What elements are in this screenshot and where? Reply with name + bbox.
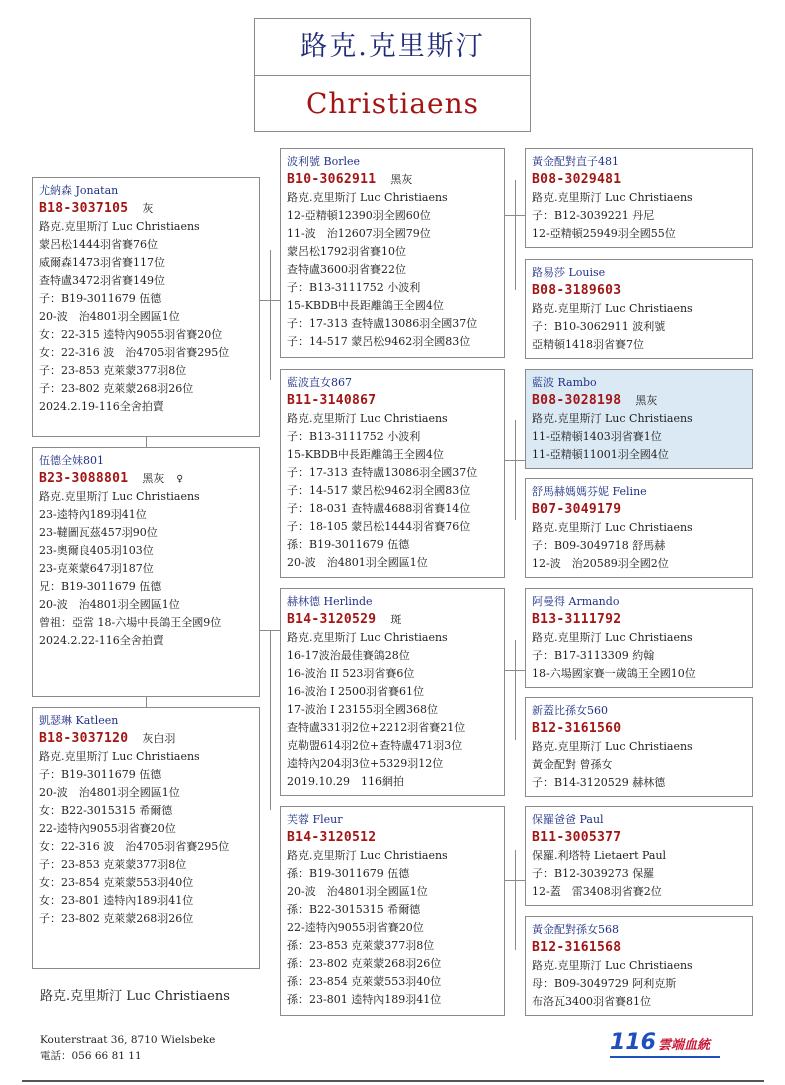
bird-info-line: 孫：23-853 克萊蒙377羽8位 bbox=[287, 939, 435, 952]
bird-info-line: 路克.克里斯汀 Luc Christiaens bbox=[287, 631, 448, 644]
bird-info-line: 路克.克里斯汀 Luc Christiaens bbox=[532, 959, 693, 972]
bird-info-line: 15-KBDB中長距離鴿王全國4位 bbox=[287, 448, 444, 461]
bird-info-line: 11-亞精頓11001羽全國4位 bbox=[532, 448, 669, 461]
bird-color: 黑灰 bbox=[635, 394, 658, 407]
connector-line bbox=[515, 850, 516, 950]
bird-info-line: 23-克萊蒙647羽187位 bbox=[39, 562, 154, 575]
bird-info-line: 克勒盟614羽2位+查特盧471羽3位 bbox=[287, 739, 463, 752]
bird-info-line: 16-波治 II 523羽省賽6位 bbox=[287, 667, 415, 680]
bird-info-line: 子：B12-3039221 丹尼 bbox=[532, 209, 655, 222]
address: Kouterstraat 36, 8710 Wielsbeke bbox=[40, 1034, 216, 1046]
bird-name: 藍波 Rambo bbox=[532, 376, 597, 389]
bird-name: 阿曼得 Armando bbox=[532, 595, 620, 608]
ring-number-row bbox=[532, 611, 746, 629]
pedigree-box-sire bbox=[32, 177, 260, 437]
bird-info-line: 子：14-517 蒙呂松9462羽全國83位 bbox=[287, 335, 471, 348]
ring-number: B18-3037120 bbox=[39, 731, 129, 746]
bird-info-line: 路克.克里斯汀 Luc Christiaens bbox=[532, 412, 693, 425]
pedigree-box-ggd4 bbox=[525, 916, 753, 1016]
bird-info-line: 路克.克里斯汀 Luc Christiaens bbox=[532, 521, 693, 534]
ring-number: B23-3088801 bbox=[39, 471, 129, 486]
bird-name: 新蓋比孫女560 bbox=[532, 704, 608, 717]
bird-info-line: 20-波 治4801羽全國區1位 bbox=[39, 786, 180, 799]
pedigree-box-dam-mother bbox=[32, 707, 260, 969]
bird-info-line: 亞精頓1418羽省賽7位 bbox=[532, 338, 644, 351]
pedigree-box-ggs4 bbox=[525, 806, 753, 906]
bird-color: 灰白羽 bbox=[142, 732, 176, 745]
bird-color: 灰 bbox=[142, 202, 154, 215]
address-block bbox=[40, 1032, 215, 1064]
bird-info-line: 女：B22-3015315 希爾德 bbox=[39, 804, 173, 817]
bird-info-line: 子：B13-3111752 小波利 bbox=[287, 281, 421, 294]
bird-info-line: 布洛瓦3400羽省賽81位 bbox=[532, 995, 651, 1008]
bird-info-line: 女：22-316 波 治4705羽省賽295位 bbox=[39, 840, 230, 853]
bird-info-line: 路克.克里斯汀 Luc Christiaens bbox=[39, 490, 200, 503]
ring-number-row bbox=[532, 171, 746, 189]
bird-name: 伍德全妹801 bbox=[39, 454, 104, 467]
bird-info-line: 12-波 治20589羽全國2位 bbox=[532, 557, 669, 570]
footer-rule bbox=[22, 1080, 764, 1082]
bird-info-line: 路克.克里斯汀 Luc Christiaens bbox=[287, 849, 448, 862]
bird-info-line: 女：22-316 波 治4705羽省賽295位 bbox=[39, 346, 230, 359]
ring-number: B13-3111792 bbox=[532, 612, 622, 627]
ring-number: B08-3028198 bbox=[532, 393, 622, 408]
connector-line bbox=[515, 420, 516, 520]
bird-info-line: 11-波 治12607羽全國79位 bbox=[287, 227, 431, 240]
ring-number: B08-3189603 bbox=[532, 283, 622, 298]
ring-number-row bbox=[287, 171, 498, 189]
bird-info-line: 曾祖：亞當 18-六場中長鴿王全國9位 bbox=[39, 616, 222, 629]
bird-info-line: 20-波 治4801羽全國區1位 bbox=[39, 310, 180, 323]
ring-number: B12-3161560 bbox=[532, 721, 622, 736]
bird-info-line: 路克.克里斯汀 Luc Christiaens bbox=[39, 220, 200, 233]
connector-line bbox=[515, 640, 516, 740]
bird-info-line: 逵特內204羽3位+5329羽12位 bbox=[287, 757, 444, 770]
bird-info-line: 2019.10.29 116網拍 bbox=[287, 775, 404, 788]
bird-name: 凱瑟琳 Katleen bbox=[39, 714, 119, 727]
bird-info-line: 孫：23-802 克萊蒙268羽26位 bbox=[287, 957, 442, 970]
ring-number: B10-3062911 bbox=[287, 172, 377, 187]
bird-info-line: 18-六場國家賽一歲鴿王全國10位 bbox=[532, 667, 696, 680]
ring-number: B18-3037105 bbox=[39, 201, 129, 216]
bird-info-line: 兄：B19-3011679 伍德 bbox=[39, 580, 162, 593]
bird-info-line: 孫：B19-3011679 伍德 bbox=[287, 538, 410, 551]
bird-info-line: 孫：B19-3011679 伍德 bbox=[287, 867, 410, 880]
ring-number-row bbox=[39, 200, 253, 218]
bird-info-line: 子：23-853 克萊蒙377羽8位 bbox=[39, 858, 187, 871]
brand-logo bbox=[610, 1030, 710, 1058]
ring-number: B11-3005377 bbox=[532, 830, 622, 845]
bird-name: 黃金配對直子481 bbox=[532, 155, 619, 168]
bird-name: 尤納森 Jonatan bbox=[39, 184, 119, 197]
bird-info-line: 母：B09-3049729 阿利克斯 bbox=[532, 977, 677, 990]
bird-name: 赫林德 Herlinde bbox=[287, 595, 373, 608]
bird-info-line: 子：17-313 查特盧13086羽全國37位 bbox=[287, 317, 478, 330]
bird-info-line: 20-波 治4801羽全國區1位 bbox=[287, 885, 428, 898]
ring-number: B14-3120529 bbox=[287, 612, 377, 627]
ring-number-row bbox=[287, 829, 498, 847]
connector-line bbox=[270, 250, 271, 380]
bird-info-line: 子：B12-3039273 保羅 bbox=[532, 867, 655, 880]
bird-info-line: 路克.克里斯汀 Luc Christiaens bbox=[287, 191, 448, 204]
pedigree-box-ggd1 bbox=[525, 259, 753, 359]
bird-info-line: 保羅.利塔特 Lietaert Paul bbox=[532, 849, 667, 862]
bird-color: 黑灰 bbox=[142, 472, 165, 485]
bird-info-line: 查特盧331羽2位+2212羽省賽21位 bbox=[287, 721, 466, 734]
bird-info-line: 子：B13-3111752 小波利 bbox=[287, 430, 421, 443]
pedigree-box-gs2 bbox=[280, 588, 505, 796]
title-box bbox=[254, 18, 531, 132]
pedigree-box-ggd3 bbox=[525, 697, 753, 797]
pedigree-box-ggs1 bbox=[525, 148, 753, 248]
bird-info-line: 子：B19-3011679 伍德 bbox=[39, 768, 162, 781]
ring-number-row bbox=[532, 720, 746, 738]
connector-line bbox=[515, 180, 516, 290]
bird-info-line: 路克.克里斯汀 Luc Christiaens bbox=[532, 740, 693, 753]
pedigree-box-ggs2 bbox=[525, 369, 753, 469]
bird-info-line: 22-逵特內9055羽省賽20位 bbox=[287, 921, 424, 934]
bird-info-line: 子：18-031 查特盧4688羽省賽14位 bbox=[287, 502, 471, 515]
page-title-en: Christiaens bbox=[305, 87, 480, 120]
bird-info-line: 16-波治 I 2500羽省賽61位 bbox=[287, 685, 425, 698]
ring-number-row bbox=[39, 470, 253, 488]
ring-number-row bbox=[532, 282, 746, 300]
ring-number-row bbox=[287, 611, 498, 629]
page-title-cn: 路克.克里斯汀 bbox=[255, 19, 530, 76]
bird-info-line: 子：14-517 蒙呂松9462羽全國83位 bbox=[287, 484, 471, 497]
bird-info-line: 20-波 治4801羽全國區1位 bbox=[39, 598, 180, 611]
bird-info-line: 黃金配對 曾孫女 bbox=[532, 758, 613, 771]
logo-text: 雲端血統 bbox=[657, 1038, 710, 1053]
pedigree-box-gd2 bbox=[280, 806, 505, 1016]
bird-info-line: 12-蓋 雷3408羽省賽2位 bbox=[532, 885, 662, 898]
bird-info-line: 子：23-853 克萊蒙377羽8位 bbox=[39, 364, 187, 377]
pedigree-box-ggd2 bbox=[525, 478, 753, 578]
bird-info-line: 路克.克里斯汀 Luc Christiaens bbox=[532, 631, 693, 644]
bird-info-line: 子：23-802 克萊蒙268羽26位 bbox=[39, 912, 194, 925]
ring-number: B12-3161568 bbox=[532, 940, 622, 955]
bird-info-line: 2024.2.19-116全舍拍賣 bbox=[39, 400, 164, 413]
bird-info-line: 查特盧3472羽省賽149位 bbox=[39, 274, 165, 287]
bird-info-line: 12-亞精頓25949羽全國55位 bbox=[532, 227, 676, 240]
bird-info-line: 威爾森1473羽省賽117位 bbox=[39, 256, 165, 269]
bird-info-line: 路克.克里斯汀 Luc Christiaens bbox=[532, 191, 693, 204]
ring-number-row bbox=[532, 392, 746, 410]
ring-number: B14-3120512 bbox=[287, 830, 377, 845]
bird-info-line: 子：18-105 蒙呂松1444羽省賽76位 bbox=[287, 520, 471, 533]
bird-info-line: 查特盧3600羽省賽22位 bbox=[287, 263, 406, 276]
bird-name: 舒馬赫媽媽芬妮 Feline bbox=[532, 485, 647, 498]
bird-color: 黑灰 bbox=[390, 173, 413, 186]
bird-info-line: 女：23-854 克萊蒙553羽40位 bbox=[39, 876, 194, 889]
bird-info-line: 蒙呂松1792羽省賽10位 bbox=[287, 245, 406, 258]
bird-name: 保羅爸爸 Paul bbox=[532, 813, 604, 826]
pedigree-box-gs1 bbox=[280, 148, 505, 358]
ring-number: B08-3029481 bbox=[532, 172, 622, 187]
bird-name: 波利號 Borlee bbox=[287, 155, 360, 168]
ring-number-row bbox=[532, 939, 746, 957]
bird-info-line: 23-逵特內189羽41位 bbox=[39, 508, 147, 521]
bird-info-line: 2024.2.22-116全舍拍賣 bbox=[39, 634, 164, 647]
bird-info-line: 子：B10-3062911 波利號 bbox=[532, 320, 666, 333]
ring-number-row bbox=[532, 829, 746, 847]
breeder-name: 路克.克里斯汀 Luc Christiaens bbox=[40, 989, 230, 1004]
bird-color: 斑 bbox=[390, 613, 402, 626]
bird-info-line: 11-亞精頓1403羽省賽1位 bbox=[532, 430, 662, 443]
bird-info-line: 孫：B22-3015315 希爾德 bbox=[287, 903, 421, 916]
pedigree-box-ggs3 bbox=[525, 588, 753, 688]
bird-info-line: 22-逵特內9055羽省賽20位 bbox=[39, 822, 176, 835]
bird-info-line: 16-17波治最佳賽鴿28位 bbox=[287, 649, 410, 662]
connector-line bbox=[270, 630, 271, 810]
ring-number-row bbox=[532, 501, 746, 519]
bird-info-line: 路克.克里斯汀 Luc Christiaens bbox=[532, 302, 693, 315]
sex-symbol: ♀ bbox=[176, 472, 184, 485]
logo-underline bbox=[610, 1056, 720, 1058]
bird-info-line: 孫：23-801 逵特內189羽41位 bbox=[287, 993, 442, 1006]
bird-info-line: 12-亞精頓12390羽全國60位 bbox=[287, 209, 431, 222]
bird-info-line: 子：B19-3011679 伍德 bbox=[39, 292, 162, 305]
bird-info-line: 17-波治 I 23155羽全國368位 bbox=[287, 703, 439, 716]
bird-name: 黃金配對孫女568 bbox=[532, 923, 619, 936]
bird-info-line: 23-奧爾良405羽103位 bbox=[39, 544, 154, 557]
ring-number-row bbox=[39, 730, 253, 748]
phone: 電話：056 66 81 11 bbox=[40, 1050, 142, 1062]
bird-info-line: 路克.克里斯汀 Luc Christiaens bbox=[39, 750, 200, 763]
connector-line bbox=[146, 437, 147, 447]
bird-info-line: 女：23-801 逵特內189羽41位 bbox=[39, 894, 194, 907]
ring-number: B11-3140867 bbox=[287, 393, 377, 408]
connector-line bbox=[146, 697, 147, 707]
bird-name: 芙蓉 Fleur bbox=[287, 813, 343, 826]
bird-info-line: 子：B09-3049718 舒馬赫 bbox=[532, 539, 666, 552]
bird-info-line: 20-波 治4801羽全國區1位 bbox=[287, 556, 428, 569]
bird-info-line: 孫：23-854 克萊蒙553羽40位 bbox=[287, 975, 442, 988]
pedigree-box-dam bbox=[32, 447, 260, 697]
bird-info-line: 子：23-802 克萊蒙268羽26位 bbox=[39, 382, 194, 395]
bird-info-line: 路克.克里斯汀 Luc Christiaens bbox=[287, 412, 448, 425]
bird-info-line: 23-韃圖瓦茲457羽90位 bbox=[39, 526, 158, 539]
ring-number: B07-3049179 bbox=[532, 502, 622, 517]
ring-number-row bbox=[287, 392, 498, 410]
bird-info-line: 子：B14-3120529 赫林德 bbox=[532, 776, 666, 789]
bird-info-line: 子：17-313 查特盧13086羽全國37位 bbox=[287, 466, 478, 479]
bird-info-line: 15-KBDB中長距離鴿王全國4位 bbox=[287, 299, 444, 312]
bird-name: 藍波直女867 bbox=[287, 376, 352, 389]
bird-info-line: 女：22-315 逵特內9055羽省賽20位 bbox=[39, 328, 223, 341]
logo-number: 116 bbox=[610, 1030, 656, 1055]
bird-info-line: 蒙呂松1444羽省賽76位 bbox=[39, 238, 158, 251]
pedigree-box-gd1 bbox=[280, 369, 505, 578]
bird-info-line: 子：B17-3113309 約翰 bbox=[532, 649, 655, 662]
bird-name: 路易莎 Louise bbox=[532, 266, 606, 279]
